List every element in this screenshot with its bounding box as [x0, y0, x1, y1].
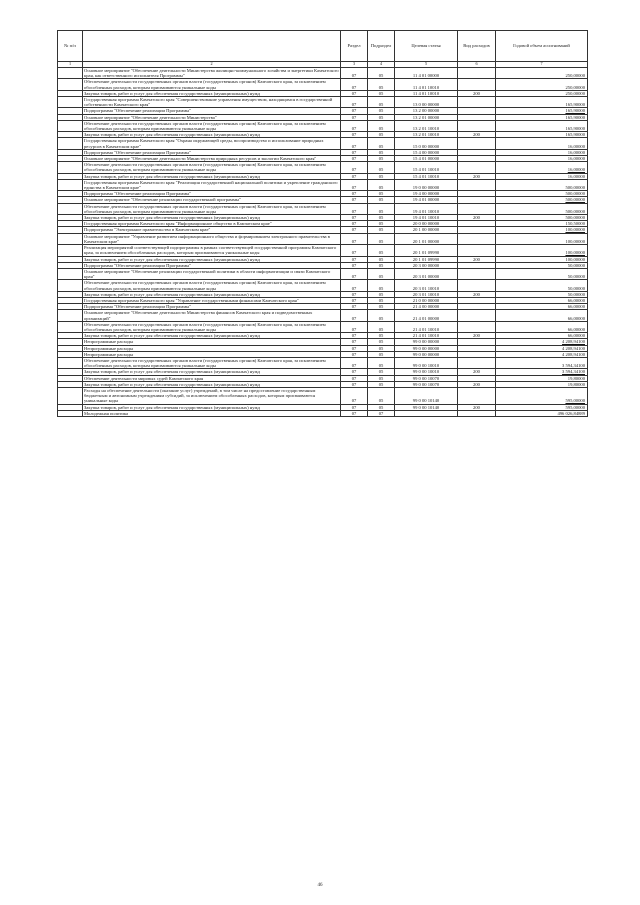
- cell-razdel: 07: [341, 114, 368, 120]
- cell-csr: 20 1 01 09990: [395, 245, 458, 256]
- cell-name: Обеспечение деятельности государственных органов власти (государственных органов) Камчатского края, за исключением обособленных расходов, которым присваиваются уникальные коды: [83, 79, 341, 90]
- cell-csr: 21 4 01 10010: [395, 333, 458, 339]
- cell-name: Основное мероприятие "Обеспечение деятельности Министерства финансов Камчатского края и подведомственных организаций": [83, 310, 341, 321]
- cell-amount: 16,00000: [496, 138, 588, 149]
- col-header-vr: Вид расходов: [458, 31, 496, 62]
- cell-podrazdel: 05: [368, 191, 395, 197]
- cell-name: Закупка товаров, работ и услуг для обеспечения государственных (муниципальных) нужд: [83, 381, 341, 387]
- cell-csr: 20 1 01 09990: [395, 256, 458, 262]
- cell-razdel: 07: [341, 280, 368, 291]
- cell-podrazdel: 05: [368, 357, 395, 368]
- cell-vr: [458, 387, 496, 404]
- budget-sheet: [57, 30, 587, 417]
- cell-razdel: 07: [341, 357, 368, 368]
- table-row: [58, 410, 588, 416]
- cell-podrazdel: 05: [368, 162, 395, 173]
- cell-csr: 20 3 01 10010: [395, 280, 458, 291]
- cell-amount: 19,80000: [496, 375, 588, 381]
- cell-amount: 66,00000: [496, 304, 588, 310]
- cell-name: Реализация мероприятий соответствующей подпрограммы в рамках соответствующей государственной программы Камчатского края, за исключением обособленных расходов, которым присваиваются уникальные коды: [83, 245, 341, 256]
- cell-csr: 15 4 01 10010: [395, 173, 458, 179]
- cell-amount: 165,90000: [496, 120, 588, 131]
- cell-csr: 21 4 01 00000: [395, 310, 458, 321]
- cell-num: [58, 357, 83, 368]
- cell-podrazdel: 05: [368, 262, 395, 268]
- cell-name: Основное мероприятие "Обеспечение реализации государственной политики в области информатизации и связи Камчатского края": [83, 268, 341, 279]
- cell-num: [58, 179, 83, 190]
- col-index: 5: [395, 62, 458, 68]
- cell-num: [58, 120, 83, 131]
- cell-amount: 496 026,84889: [496, 410, 588, 416]
- cell-num: [58, 97, 83, 108]
- col-header-amount: Годовой объем ассигнований: [496, 31, 588, 62]
- cell-vr: [458, 233, 496, 244]
- cell-vr: [458, 68, 496, 79]
- cell-podrazdel: 05: [368, 333, 395, 339]
- cell-name: Закупка товаров, работ и услуг для обеспечения государственных (муниципальных) нужд: [83, 215, 341, 221]
- cell-razdel: 07: [341, 245, 368, 256]
- cell-podrazdel: 05: [368, 321, 395, 332]
- cell-amount: 4 208,94100: [496, 345, 588, 351]
- cell-razdel: 07: [341, 256, 368, 262]
- cell-vr: [458, 245, 496, 256]
- cell-razdel: 07: [341, 375, 368, 381]
- cell-amount: 50,00000: [496, 268, 588, 279]
- cell-num: [58, 203, 83, 214]
- cell-razdel: 07: [341, 215, 368, 221]
- col-header-podrazdel: Подраздел: [368, 31, 395, 62]
- cell-podrazdel: 05: [368, 245, 395, 256]
- cell-vr: [458, 97, 496, 108]
- table-row: [58, 138, 588, 149]
- cell-csr: 99 0 00 00000: [395, 339, 458, 345]
- cell-amount: 3 594,34100: [496, 357, 588, 368]
- cell-name: Подпрограмма "Электронное правительство в Камчатском крае": [83, 227, 341, 233]
- cell-name: Закупка товаров, работ и услуг для обеспечения государственных (муниципальных) нужд: [83, 333, 341, 339]
- cell-amount: 250,00000: [496, 90, 588, 96]
- col-header-name: [83, 31, 341, 62]
- cell-amount: 66,00000: [496, 333, 588, 339]
- cell-podrazdel: 05: [368, 404, 395, 410]
- cell-amount: 16,00000: [496, 173, 588, 179]
- cell-podrazdel: 05: [368, 256, 395, 262]
- cell-amount: 3 594,34100: [496, 369, 588, 375]
- cell-amount: 16,00000: [496, 149, 588, 155]
- cell-amount: 500,00000: [496, 215, 588, 221]
- col-index: 2: [83, 62, 341, 68]
- cell-podrazdel: 05: [368, 387, 395, 404]
- cell-csr: 19 4 01 10010: [395, 203, 458, 214]
- col-index: 6: [458, 62, 496, 68]
- table-row: [58, 280, 588, 291]
- cell-csr: 99 0 00 00000: [395, 351, 458, 357]
- cell-num: [58, 387, 83, 404]
- cell-podrazdel: 05: [368, 179, 395, 190]
- cell-razdel: 07: [341, 197, 368, 203]
- cell-name: Подпрограмма "Обеспечение реализации Программы": [83, 191, 341, 197]
- cell-podrazdel: 05: [368, 197, 395, 203]
- cell-razdel: 07: [341, 233, 368, 244]
- cell-amount: 500,00000: [496, 191, 588, 197]
- cell-name: Непрограммные расходы: [83, 339, 341, 345]
- cell-amount: 500,00000: [496, 197, 588, 203]
- cell-podrazdel: 05: [368, 351, 395, 357]
- cell-csr: 11 4 01 00000: [395, 68, 458, 79]
- cell-amount: 165,90000: [496, 97, 588, 108]
- cell-amount: 100,00000: [496, 233, 588, 244]
- cell-vr: 200: [458, 215, 496, 221]
- cell-csr: 99 0 00 00000: [395, 345, 458, 351]
- cell-name: Молодежная политика: [83, 410, 341, 416]
- cell-csr: 15 4 01 00000: [395, 156, 458, 162]
- cell-csr: 13 2 01 00000: [395, 114, 458, 120]
- table-row: [58, 321, 588, 332]
- cell-vr: [458, 268, 496, 279]
- cell-podrazdel: 05: [368, 310, 395, 321]
- cell-razdel: 07: [341, 381, 368, 387]
- cell-podrazdel: 05: [368, 280, 395, 291]
- cell-razdel: 07: [341, 162, 368, 173]
- cell-csr: 20 1 00 00000: [395, 227, 458, 233]
- cell-podrazdel: 05: [368, 114, 395, 120]
- cell-name: Обеспечение деятельности государственных органов власти (государственных органов) Камчатского края, за исключением обособленных расходов, которым присваиваются уникальные коды: [83, 321, 341, 332]
- col-header-csr: Целевая статья: [395, 31, 458, 62]
- cell-podrazdel: 05: [368, 156, 395, 162]
- cell-num: [58, 162, 83, 173]
- cell-name: Обеспечение деятельности мировых судей Камчатского края: [83, 375, 341, 381]
- cell-razdel: 07: [341, 68, 368, 79]
- col-header-num: № п/п: [58, 31, 83, 62]
- table-row: [58, 245, 588, 256]
- cell-csr: 99 0 00 10070: [395, 375, 458, 381]
- cell-csr: 20 3 01 00000: [395, 268, 458, 279]
- cell-amount: 500,00000: [496, 179, 588, 190]
- cell-razdel: 07: [341, 120, 368, 131]
- cell-csr: 21 4 00 00000: [395, 304, 458, 310]
- cell-csr: 19 4 01 10010: [395, 215, 458, 221]
- cell-razdel: 07: [341, 304, 368, 310]
- cell-vr: [458, 79, 496, 90]
- table-row: [58, 68, 588, 79]
- col-header-razdel: Раздел: [341, 31, 368, 62]
- cell-podrazdel: 05: [368, 215, 395, 221]
- cell-vr: [458, 138, 496, 149]
- table-row: [58, 162, 588, 173]
- cell-amount: 66,00000: [496, 297, 588, 303]
- cell-razdel: 07: [341, 321, 368, 332]
- cell-razdel: 07: [341, 191, 368, 197]
- cell-vr: 200: [458, 291, 496, 297]
- cell-razdel: 07: [341, 173, 368, 179]
- table-row: [58, 357, 588, 368]
- cell-amount: 165,90000: [496, 108, 588, 114]
- cell-csr: 20 1 01 00000: [395, 233, 458, 244]
- cell-csr: [395, 410, 458, 416]
- cell-razdel: 07: [341, 221, 368, 227]
- cell-csr: 19 0 00 00000: [395, 179, 458, 190]
- cell-vr: 200: [458, 256, 496, 262]
- cell-name: Государственная программа Камчатского края "Информационное общество в Камчатском крае": [83, 221, 341, 227]
- cell-razdel: 07: [341, 333, 368, 339]
- page-number: 46: [317, 883, 323, 888]
- cell-name: Обеспечение деятельности государственных органов власти (государственных органов) Камчатского края, за исключением обособленных расходов, которым присваиваются уникальные коды: [83, 203, 341, 214]
- cell-podrazdel: 05: [368, 227, 395, 233]
- cell-amount: 100,00000: [496, 245, 588, 256]
- cell-name: Закупка товаров, работ и услуг для обеспечения государственных (муниципальных) нужд: [83, 291, 341, 297]
- cell-podrazdel: 05: [368, 339, 395, 345]
- cell-num: [58, 233, 83, 244]
- cell-name: Расходы на обеспечение деятельности (оказание услуг) учреждений, в том числе на предоставление государственным бюджетным и автономным учреждениям субсидий, за исключением обособленных расходов, которым присваиваются уникальные коды: [83, 387, 341, 404]
- cell-csr: 99 0 00 10010: [395, 357, 458, 368]
- cell-razdel: 07: [341, 297, 368, 303]
- cell-podrazdel: 05: [368, 68, 395, 79]
- cell-num: [58, 79, 83, 90]
- col-index: 3: [341, 62, 368, 68]
- cell-podrazdel: 05: [368, 233, 395, 244]
- cell-podrazdel: 05: [368, 108, 395, 114]
- cell-csr: 99 0 00 10140: [395, 387, 458, 404]
- cell-csr: 13 2 01 10010: [395, 132, 458, 138]
- cell-podrazdel: 05: [368, 345, 395, 351]
- cell-vr: [458, 410, 496, 416]
- cell-name: Основное мероприятие "Обеспечение деятельности Министерства": [83, 114, 341, 120]
- cell-csr: 11 4 01 10010: [395, 90, 458, 96]
- cell-csr: 99 0 00 10010: [395, 369, 458, 375]
- cell-csr: 20 3 00 00000: [395, 262, 458, 268]
- cell-amount: 66,00000: [496, 321, 588, 332]
- cell-name: Подпрограмма "Обеспечение реализации Программы": [83, 262, 341, 268]
- cell-csr: 15 0 00 00000: [395, 138, 458, 149]
- cell-razdel: 07: [341, 108, 368, 114]
- cell-vr: 200: [458, 369, 496, 375]
- col-index: 7: [496, 62, 588, 68]
- cell-name: Обеспечение деятельности государственных органов власти (государственных органов) Камчатского края, за исключением обособленных расходов, которым присваиваются уникальные коды: [83, 120, 341, 131]
- cell-vr: 200: [458, 173, 496, 179]
- cell-name: Основное мероприятие "Обеспечение реализации государственной программы": [83, 197, 341, 203]
- cell-num: [58, 310, 83, 321]
- cell-podrazdel: 05: [368, 203, 395, 214]
- cell-amount: 16,00000: [496, 156, 588, 162]
- cell-csr: 13 2 01 10010: [395, 120, 458, 131]
- table-header-row: [58, 31, 588, 62]
- cell-podrazdel: 05: [368, 138, 395, 149]
- cell-amount: 50,00000: [496, 262, 588, 268]
- col-index: 4: [368, 62, 395, 68]
- cell-razdel: 07: [341, 387, 368, 404]
- cell-razdel: 07: [341, 90, 368, 96]
- cell-vr: [458, 321, 496, 332]
- cell-num: [58, 410, 83, 416]
- cell-vr: [458, 203, 496, 214]
- cell-name: Обеспечение деятельности государственных органов власти (государственных органов) Камчатского края, за исключением обособленных расходов, которым присваиваются уникальные коды: [83, 357, 341, 368]
- cell-vr: 200: [458, 404, 496, 410]
- cell-amount: 16,00000: [496, 162, 588, 173]
- cell-podrazdel: 07: [368, 410, 395, 416]
- cell-name: Непрограммные расходы: [83, 345, 341, 351]
- cell-podrazdel: 05: [368, 173, 395, 179]
- cell-razdel: 07: [341, 291, 368, 297]
- cell-amount: 50,00000: [496, 291, 588, 297]
- cell-amount: 4 208,94100: [496, 339, 588, 345]
- cell-csr: 13 2 00 00000: [395, 108, 458, 114]
- cell-amount: 250,00000: [496, 79, 588, 90]
- cell-razdel: 07: [341, 79, 368, 90]
- cell-name: Подпрограмма "Обеспечение реализации Программы": [83, 304, 341, 310]
- cell-podrazdel: 05: [368, 268, 395, 279]
- table-row: [58, 203, 588, 214]
- cell-podrazdel: 05: [368, 304, 395, 310]
- cell-podrazdel: 05: [368, 90, 395, 96]
- cell-name: Подпрограмма "Обеспечение реализации Программы": [83, 149, 341, 155]
- cell-razdel: 07: [341, 203, 368, 214]
- cell-amount: 250,00000: [496, 68, 588, 79]
- cell-razdel: 07: [341, 404, 368, 410]
- cell-amount: 165,90000: [496, 114, 588, 120]
- cell-podrazdel: 05: [368, 97, 395, 108]
- cell-amount: 165,90000: [496, 132, 588, 138]
- cell-razdel: 07: [341, 268, 368, 279]
- cell-name: Государственная программа Камчатского края "Охрана окружающей среды, воспроизводство и использование природных ресурсов в Камчатском крае": [83, 138, 341, 149]
- cell-podrazdel: 05: [368, 120, 395, 131]
- cell-vr: [458, 357, 496, 368]
- cell-podrazdel: 05: [368, 79, 395, 90]
- table-row: [58, 97, 588, 108]
- table-row: [58, 79, 588, 90]
- cell-amount: 4 208,94100: [496, 351, 588, 357]
- table-row: [58, 387, 588, 404]
- cell-razdel: 07: [341, 132, 368, 138]
- table-row: [58, 233, 588, 244]
- cell-name: Основное мероприятие "Обеспечение деятельности Министерства жилищно-коммунального хозяйства и энергетики Камчатского края, как ответственного исполнителя Программы": [84, 68, 339, 79]
- cell-csr: 99 0 00 10140: [395, 404, 458, 410]
- budget-table: [57, 30, 588, 417]
- cell-name: Подпрограмма "Обеспечение реализации Программы": [83, 108, 341, 114]
- cell-csr: 15 4 01 10010: [395, 162, 458, 173]
- cell-name: Закупка товаров, работ и услуг для обеспечения государственных (муниципальных) нужд: [83, 132, 341, 138]
- cell-csr: 99 0 00 10070: [395, 381, 458, 387]
- cell-razdel: 07: [341, 369, 368, 375]
- cell-name: Закупка товаров, работ и услуг для обеспечения государственных (муниципальных) нужд: [83, 256, 341, 262]
- cell-name: Закупка товаров, работ и услуг для обеспечения государственных (муниципальных) нужд: [83, 369, 341, 375]
- cell-vr: [458, 162, 496, 173]
- cell-csr: 19 4 00 00000: [395, 191, 458, 197]
- cell-razdel: 07: [341, 138, 368, 149]
- cell-vr: [458, 280, 496, 291]
- cell-razdel: 07: [341, 156, 368, 162]
- cell-razdel: 07: [341, 149, 368, 155]
- cell-name: Основное мероприятие "Управление развитием информационного общества и формированием электронного правительства в Камчатском крае": [83, 233, 341, 244]
- cell-vr: 200: [458, 381, 496, 387]
- cell-podrazdel: 05: [368, 149, 395, 155]
- cell-name: Основное мероприятие "Обеспечение деятельности Министерства природных ресурсов и экологии Камчатского края": [83, 156, 341, 162]
- cell-razdel: 07: [341, 262, 368, 268]
- cell-amount: 100,00000: [496, 227, 588, 233]
- cell-vr: 200: [458, 132, 496, 138]
- cell-name: Непрограммные расходы: [83, 351, 341, 357]
- table-row: [58, 268, 588, 279]
- cell-vr: 200: [458, 90, 496, 96]
- cell-name: Обеспечение деятельности государственных органов власти (государственных органов) Камчатского края, за исключением обособленных расходов, которым присваиваются уникальные коды: [83, 162, 341, 173]
- col-index: 1: [58, 62, 83, 68]
- cell-podrazdel: 05: [368, 132, 395, 138]
- cell-amount: 150,50000: [496, 221, 588, 227]
- cell-vr: [458, 310, 496, 321]
- cell-csr: 20 0 00 00000: [395, 221, 458, 227]
- cell-csr: 20 3 01 10010: [395, 291, 458, 297]
- cell-razdel: 07: [341, 345, 368, 351]
- cell-podrazdel: 05: [368, 381, 395, 387]
- cell-csr: 19 4 01 00000: [395, 197, 458, 203]
- cell-csr: 11 4 01 10010: [395, 79, 458, 90]
- cell-num: [58, 68, 83, 79]
- cell-name: Государственная программа Камчатского края "Управление государственными финансами Камчатского края": [83, 297, 341, 303]
- cell-csr: 15 4 00 00000: [395, 149, 458, 155]
- cell-name: Государственная программа Камчатского края "Реализация государственной национальной политики и укрепление гражданского единства в Камчатском крае": [83, 179, 341, 190]
- cell-name: Обеспечение деятельности государственных органов власти (государственных органов) Камчатского края, за исключением обособленных расходов, которым присваиваются уникальные коды: [83, 280, 341, 291]
- cell-razdel: 07: [341, 97, 368, 108]
- cell-podrazdel: 05: [368, 375, 395, 381]
- cell-vr: 200: [458, 333, 496, 339]
- cell-razdel: 07: [341, 351, 368, 357]
- cell-name: Закупка товаров, работ и услуг для обеспечения государственных (муниципальных) нужд: [83, 90, 341, 96]
- cell-razdel: 07: [341, 227, 368, 233]
- table-row: [58, 179, 588, 190]
- cell-podrazdel: 05: [368, 291, 395, 297]
- cell-name: Закупка товаров, работ и услуг для обеспечения государственных (муниципальных) нужд: [83, 173, 341, 179]
- cell-num: [58, 245, 83, 256]
- cell-csr: 13 0 00 00000: [395, 97, 458, 108]
- cell-amount: 50,00000: [496, 280, 588, 291]
- cell-amount: 66,00000: [496, 310, 588, 321]
- cell-razdel: 07: [341, 339, 368, 345]
- cell-num: [58, 321, 83, 332]
- cell-vr: [458, 120, 496, 131]
- cell-razdel: 07: [341, 179, 368, 190]
- cell-num: [58, 138, 83, 149]
- cell-num: [58, 280, 83, 291]
- cell-csr: 21 0 00 00000: [395, 297, 458, 303]
- cell-vr: [458, 179, 496, 190]
- cell-csr: 21 4 01 10010: [395, 321, 458, 332]
- cell-amount: 595,00000: [496, 387, 588, 404]
- cell-razdel: 07: [341, 310, 368, 321]
- cell-amount: 19,80000: [496, 381, 588, 387]
- cell-podrazdel: 05: [368, 297, 395, 303]
- cell-num: [58, 268, 83, 279]
- cell-razdel: 07: [341, 410, 368, 416]
- cell-amount: 500,00000: [496, 203, 588, 214]
- cell-podrazdel: 05: [368, 221, 395, 227]
- cell-amount: 595,00000: [496, 404, 588, 410]
- cell-podrazdel: 05: [368, 369, 395, 375]
- cell-name: Государственная программа Камчатского края "Совершенствование управления имуществом, находящимся в государственной собственности Камчатского края": [83, 97, 341, 108]
- cell-name: Закупка товаров, работ и услуг для обеспечения государственных (муниципальных) нужд: [83, 404, 341, 410]
- cell-amount: 100,00000: [496, 256, 588, 262]
- table-row: [58, 310, 588, 321]
- table-row: [58, 120, 588, 131]
